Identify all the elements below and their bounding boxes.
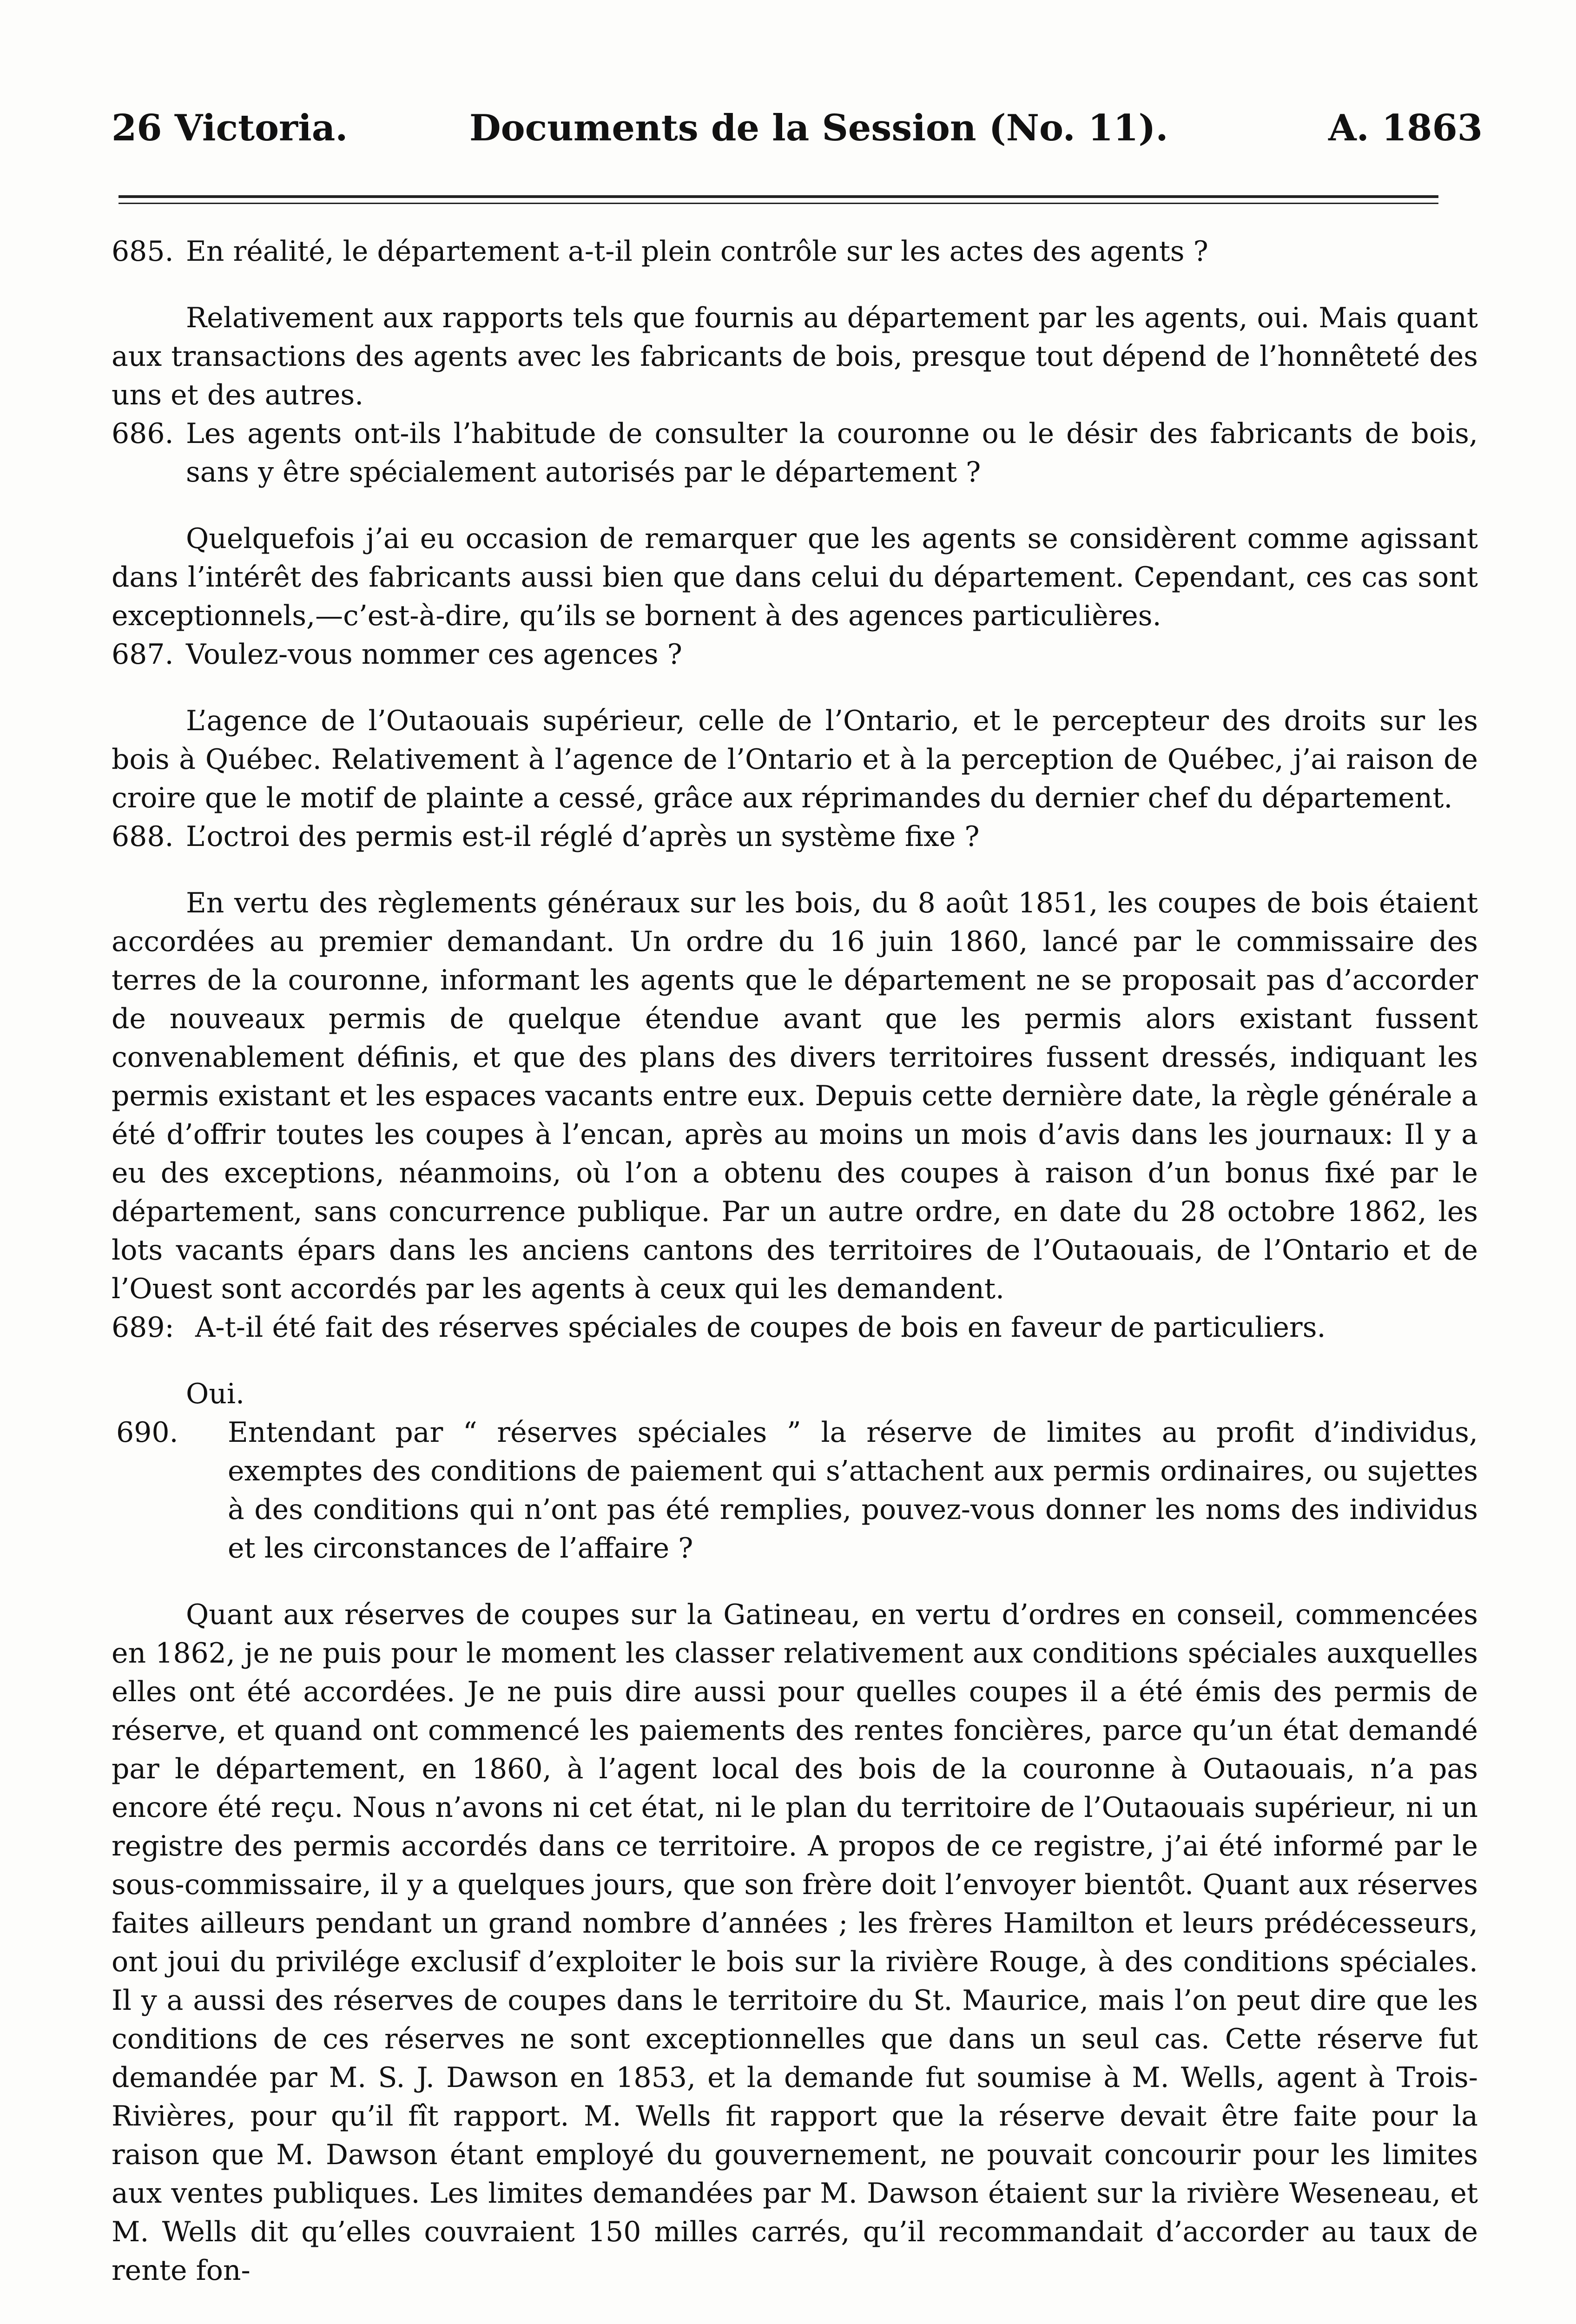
page-header (112, 93, 1483, 158)
question (112, 415, 1478, 492)
answer-text: Oui. (186, 1378, 245, 1410)
question-text: En réalité, le département a-t-il plein contrôle sur les actes des agents ? (186, 235, 1208, 268)
qa-687 (112, 635, 1478, 818)
qa-690 (112, 1413, 1478, 2290)
question (112, 1413, 1478, 1568)
question-number: 685. (112, 235, 174, 268)
question (112, 232, 1478, 271)
qa-688 (112, 818, 1478, 1308)
question-text: Entendant par “ réserves spéciales ” la réserve de limites au profit d’individus, exemptes des conditions de paiement qui s’attachent aux permis ordinaires, ou sujettes à des conditions qui n’ont pas été remplies, pouvez-vous donner les noms des individus et les circonstances de l’affaire ? (228, 1416, 1478, 1565)
question-text: Voulez-vous nommer ces agences ? (186, 638, 682, 671)
header-document-title: Documents de la Session (No. 11). (469, 107, 1168, 149)
header-year: A. 1863 (1328, 107, 1483, 149)
question-text: A-t-il été fait des réserves spéciales de coupes de bois en faveur de particuliers. (195, 1311, 1326, 1344)
page-content (112, 232, 1478, 2290)
question-number: 687. (112, 638, 174, 671)
question-text: Les agents ont-ils l’habitude de consulter la couronne ou le désir des fabricants de bois, sans y être spécialement autorisés par le département ? (186, 417, 1478, 489)
question (112, 818, 1478, 856)
qa-689 (112, 1308, 1478, 1413)
question (112, 1308, 1478, 1347)
header-rule-thin (119, 203, 1438, 204)
question (112, 635, 1478, 674)
answer-text: En vertu des règlements généraux sur les bois, du 8 août 1851, les coupes de bois étaient accordées au premier demandant. Un ordre du 16 juin 1860, lancé par le commissaire des terres de la couronne, informant les agents que le département ne se proposait pas d’accorder de nouveaux permis de quelque étendue avant que les permis alors existant fussent convenablement définis, et que des plans des divers territoires fussent dressés, indiquant les permis existant et les espaces vacants entre eux. Depuis cette dernière date, la règle générale a été d’offrir toutes les coupes à l’encan, après au moins un mois d’avis dans les journaux: Il y a eu des exceptions, néanmoins, où l’on a obtenu des coupes à raison d’un bonus fixé par le département, sans concurrence publique. Par un autre ordre, en date du 28 octobre 1862, les lots vacants épars dans les anciens cantons des territoires de l’Outaouais, de l’Ontario et de l’Ouest sont accordés par les agents à ceux qui les demandent. (112, 887, 1478, 1305)
answer-text: Quelquefois j’ai eu occasion de remarquer que les agents se considèrent comme agissant dans l’intérêt des fabricants aussi bien que dans celui du département. Cependant, ces cas sont exceptionnels,—c’est-à-dire, qu’ils se bornent à des agences particulières. (112, 522, 1478, 632)
qa-686 (112, 415, 1478, 635)
question-number: 690. (116, 1416, 178, 1449)
header-rule-thick (119, 195, 1438, 198)
answer-text: Quant aux réserves de coupes sur la Gatineau, en vertu d’ordres en conseil, commencées en 1862, je ne puis pour le moment les classer relativement aux conditions spéciales auxquelles elles ont été accordées. Je ne puis dire aussi pour quelles coupes il a été émis des permis de réserve, et quand ont commencé les paiements des rentes foncières, parce qu’un état demandé par le département, en 1860, à l’agent local des bois de la couronne à Outaouais, n’a pas encore été reçu. Nous n’avons ni cet état, ni le plan du territoire de l’Outaouais supérieur, ni un registre des permis accordés dans ce territoire. A propos de ce registre, j’ai été informé par le sous-commissaire, il y a quelques jours, que son frère doit l’envoyer bientôt. Quant aux réserves faites ailleurs pendant un grand nombre d’années ; les frères Hamilton et leurs prédécesseurs, ont joui du privilége exclusif d’exploiter le bois sur la rivière Rouge, à des conditions spéciales. Il y a aussi des réserves de coupes dans le territoire du St. Maurice, mais l’on peut dire que les conditions de ces réserves ne sont exceptionnelles que dans un seul cas. Cette réserve fut demandée par M. S. J. Dawson en 1853, et la demande fut soumise à M. Wells, agent à Trois-Rivières, pour qu’il fît rapport. M. Wells fit rapport que la réserve devait être faite pour la raison que M. Dawson étant employé du gouvernement, ne pouvait concourir pour les limites aux ventes publiques. Les limites demandées par M. Dawson étaient sur la rivière Weseneau, et M. Wells dit qu’elles couvraient 150 milles carrés, qu’il recommandait d’accorder au taux de rente fon- (112, 1598, 1478, 2287)
question-text: L’octroi des permis est-il réglé d’après un système fixe ? (186, 820, 980, 853)
answer-text: Relativement aux rapports tels que fournis au département par les agents, oui. Mais quant aux transactions des agents avec les fabricants de bois, presque tout dépend de l’honnêteté des uns et des autres. (112, 302, 1478, 411)
question-number: 686. (112, 417, 174, 450)
answer-text: L’agence de l’Outaouais supérieur, celle de l’Ontario, et le percepteur des droits sur les bois à Québec. Relativement à l’agence de l’Ontario et à la perception de Québec, j’ai raison de croire que le motif de plainte a cessé, grâce aux réprimandes du dernier chef du département. (112, 705, 1478, 814)
question-number: 689: (112, 1311, 174, 1344)
question-number: 688. (112, 820, 174, 853)
header-session-year: 26 Victoria. (112, 107, 348, 149)
qa-685 (112, 232, 1478, 415)
